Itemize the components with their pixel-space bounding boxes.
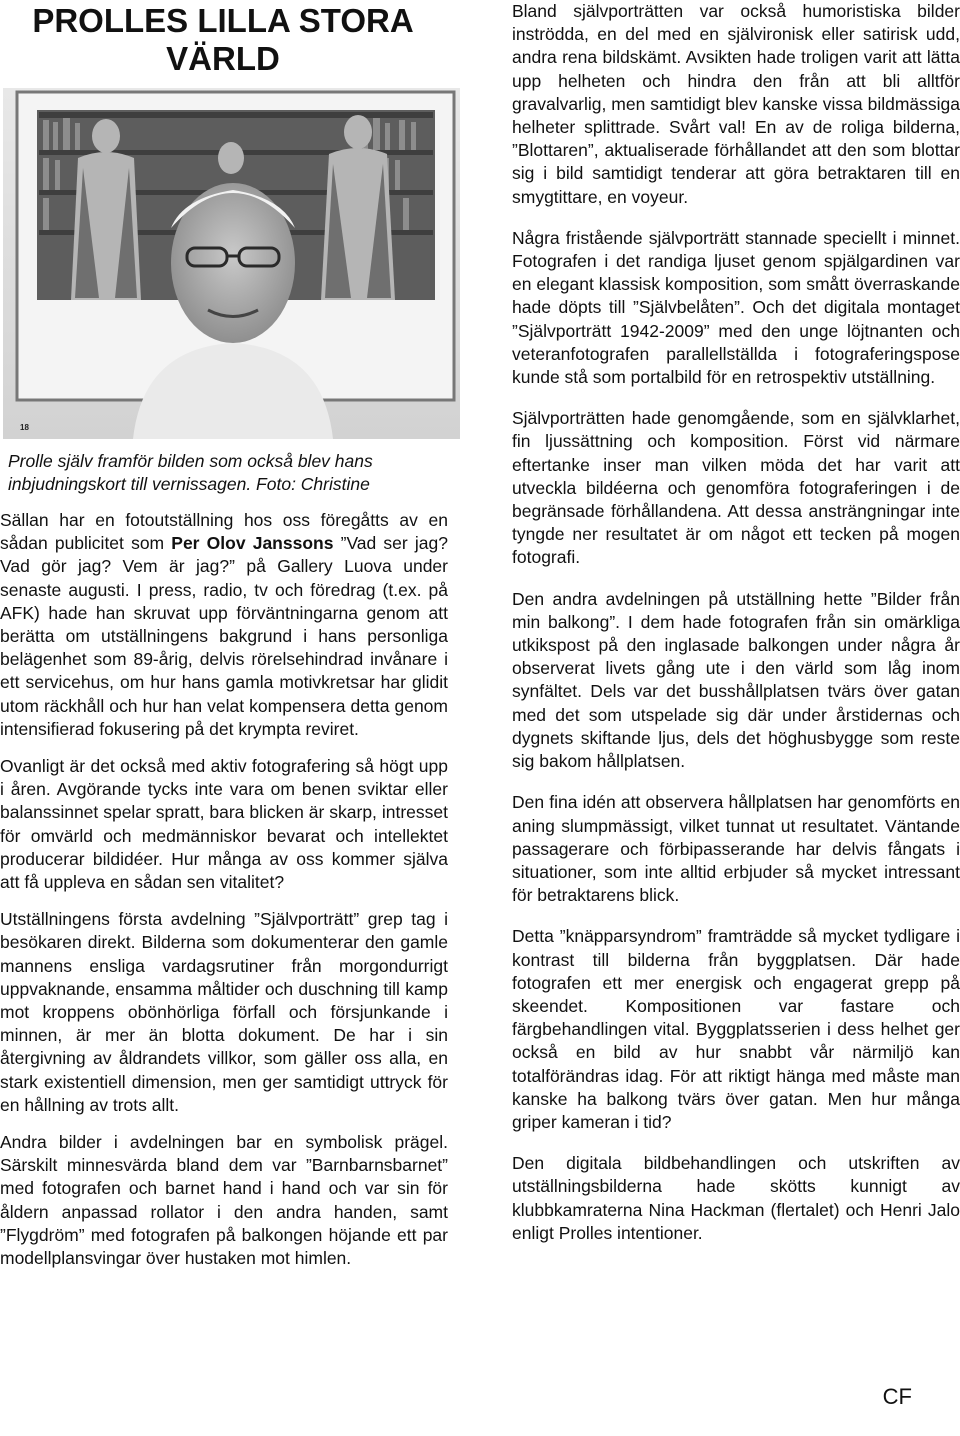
left-body — [0, 509, 448, 1284]
paragraph-2: Ovanligt är det också med aktiv fotografering så högt upp i åren. Avgörande tycks inte vara om benen sviktar eller balanssinnet spelar spratt, bara blicken är skarp, intresset för omvärld och medmänniskor bevarat och intellektet producerar bildidéer. Hur många av oss kommer själva att få uppleva en sådan sen vitalitet? — [0, 756, 448, 893]
paragraph-4: Andra bilder i avdelningen bar en symbolisk prägel. Särskilt minnesvärda bland dem var ”Barnbarnsbarnet” med fotografen och barnet hand i hand och var sin för åldern anpassad rollator i den andra handen, samt ”Flygdröm” med fotografen på balkongen höjande ett par modellplansvingar över hustaken mot himlen. — [0, 1132, 448, 1269]
paragraph-r4: Den andra avdelningen på utställning hette ”Bilder från min balkong”. I dem hade fotografen från sin omärkliga utkikspost på den inglasade balkongen under några år observerat livets gång ute i den värld som låg inom synfältet. Dels var det busshållplatsen tvärs över gatan med det som utspelade sig där under årstidernas och dygnets skiftande ljus, dels det höghusbygge som reste sig bakom hållplatsen. — [512, 588, 960, 772]
intro-text-rest: ”Vad ser jag? Vad gör jag? Vem är jag?” på Gallery Luova under senaste augusti. I press, radio, tv och föredrag (t.ex. på AFK) hade han skruvat upp förväntningarna genom att berätta om utställningens bakgrund i hans personliga belägenhet som 89-årig, delvis rörelsehindrad invånare i ett servicehus, om hur hans gamla motivkretsar har glidit utom räckhåll och hur han velat kompensera detta genom intensifierad fokusering på det krympta reviret. — [0, 533, 448, 739]
article-photo — [3, 88, 460, 439]
photographer-name: Per Olov Janssons — [171, 533, 334, 554]
right-column — [512, 0, 960, 1263]
paragraph-r1: Bland självporträtten var också humoristiska bilder inströdda, en del med en självironisk eller satirisk udd, andra rena bildskämt. Avsikten hade troligen varit att lätta upp helheten och hindra den från att bli alltför gravalvarlig, men samtidigt blev kanske vissa bildmässiga helheter splittrade. Svårt val! En av de roliga bilderna, ”Blottaren”, aktualiserade förhållandet att den som blottar sig i bild samtidigt tenderar att göra betraktaren till en smygtittare, en voyeur. — [512, 1, 960, 207]
paragraph-intro — [0, 509, 448, 741]
paragraph-r7: Den digitala bildbehandlingen och utskriften av utställningsbilderna hade skötts kunnigt av klubbkamraterna Nina Hackman (flertalet) och Henri Jalo enligt Prolles intentioner. — [512, 1153, 960, 1243]
left-column — [0, 0, 450, 78]
author-signature: CF — [882, 1384, 912, 1409]
photo-caption: Prolle själv framför bilden som också blev hans inbjudningskort till vernissagen. Foto: Christine — [8, 451, 373, 494]
photo-page-number: 18 — [20, 423, 29, 432]
paragraph-r3: Självporträtten hade genomgående, som en självklarhet, fin ljussättning och komposition. Först vid närmare eftertanke inser man vilken möda det har varit att utveckla bildéerna och genomföra fotograferingen i de begränsade förhållandena. Att dessa ansträngningar inte tyngde ner resultatet är om något ett tecken på mogen fotografi. — [512, 408, 960, 568]
intro-text-start: Sällan har en fotoutställning hos oss föregåtts av en sådan publicitet som — [0, 510, 448, 554]
paragraph-3: Utställningens första avdelning ”Självporträtt” grep tag i besökaren direkt. Bilderna som dokumenterar den gamle mannens ensliga vardagsrutiner från morgondurrigt uppvaknande, ensamma måltider och duschning till kamp mot kroppens obönhörliga förfall och försjunkande i minnen, är mer än blotta dokument. De har i sin återgivning av åldrandets villkor, som gäller oss alla, en stark existentiell dimension, men ger samtidigt uttryck för en hållning av trots allt. — [0, 909, 448, 1115]
paragraph-r5: Den fina idén att observera hållplatsen har genomförts en aning slumpmässigt, vilket tunnat ut resultatet. Väntande passagerare och förbipasserande har delvis fångats i situationer, som inte alltid erbjuder så mycket intressant för betraktarens blick. — [512, 792, 960, 906]
paragraph-r2: Några fristående självporträtt stannade speciellt i minnet. Fotografen i det randiga ljuset genom spjälgardinen var en elegant klassisk komposition, som smått överraskande hade döpts till ”Självbelåten”. Och det digitala montaget ”Självporträtt 1942-2009” med den unge löjtnanten och veteranfotografen parallellställda i fotograferingspose kunde stå som portalbild för en retrospektiv utställning. — [512, 227, 960, 388]
article-title: PROLLES LILLA STORA VÄRLD — [32, 2, 414, 77]
paragraph-r6: Detta ”knäpparsyndrom” framträdde så mycket tydligare i kontrast till bilderna från byggplatsen. Där hade fotografen ett mer energisk och engagerat grepp på skeendet. Kompositionen var fastare och färgbehandlingen vital. Byggplatsserien i dess helhet ger också en bild av hur snabbt vår närmiljö kan totalförändras idag. För att riktigt hänga med måste man kanske ha balkong tvärs över gatan. Men hur många griper kameran i tid? — [512, 926, 960, 1132]
